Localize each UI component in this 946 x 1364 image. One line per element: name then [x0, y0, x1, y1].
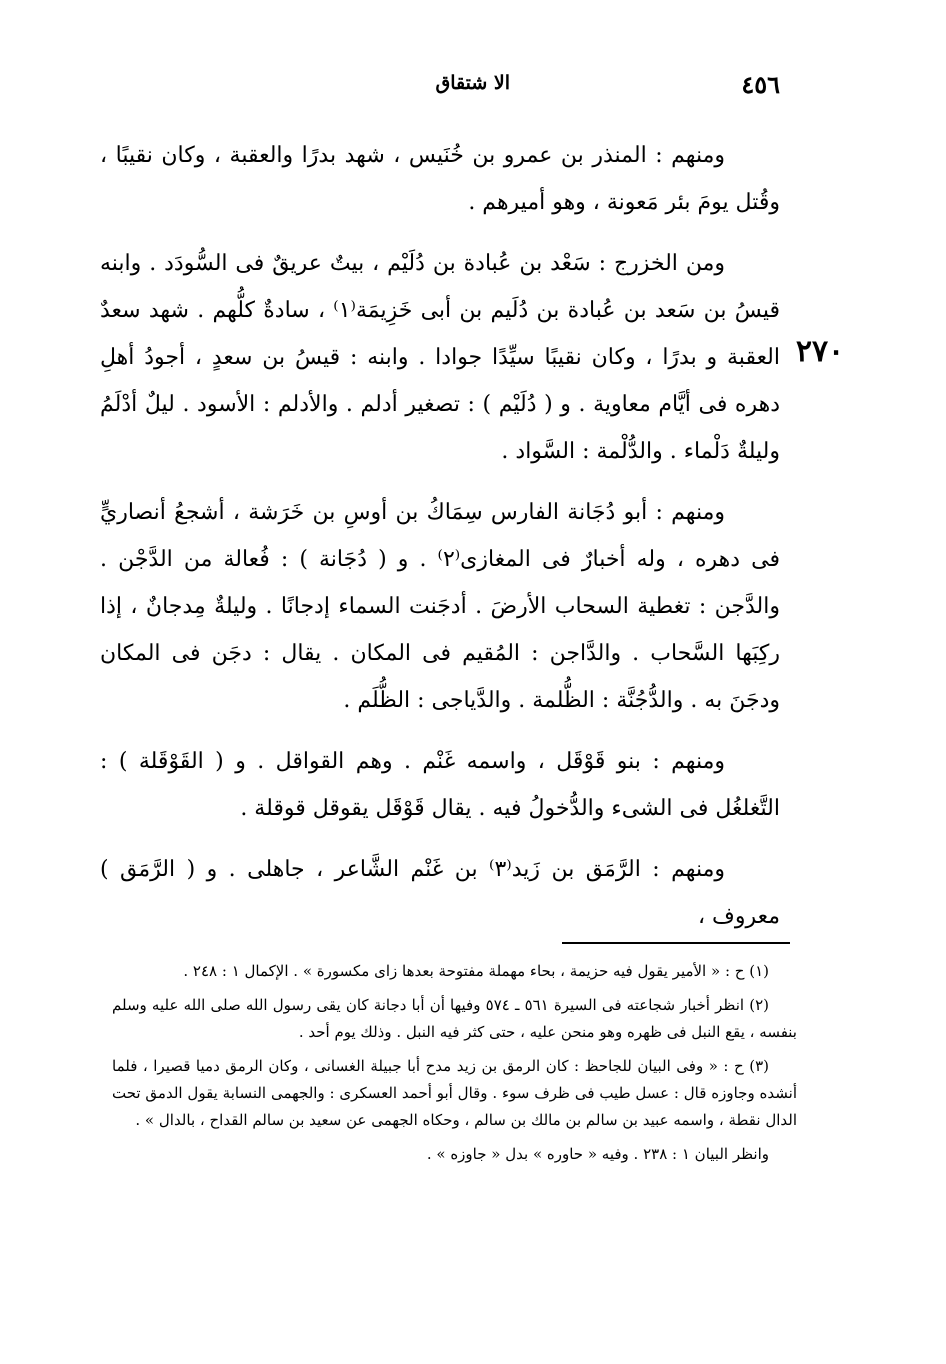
footnote-divider — [562, 942, 790, 944]
paragraph-khazraj: ومن الخزرج : سَعْد بن عُبادة بن دُلَيْم ، بيتٌ عريقٌ فى السُّودَد . وابنه قيسُ بن سَعد بن عُبادة بن دُلَيم بن أبى خَزِيمَة⁽١⁾ ، سادةٌ كلُّهم . شهد سعدٌ العقبة و بدرًا ، وكان نقيبًا سيِّدًا جوادا . وابنه : قيسُ بن سعدٍ ، أجودُ أهلِ دهره فى أيَّام معاوية . و ( دُلَيْم ) : تصغير أدلم . والأدلم : الأسود . ليلٌ أدْلَمُ وليلةٌ دَلْماء . والدُّلْمة : السَّواد . — [100, 251, 781, 464]
footnote-2: (٢) انظر أخبار شجاعته فى السيرة ٥٦١ ـ ٥٧٤ وفيها أن أبا دجانة كان يقى رسول الله صلى الله عليه وسلم بنفسه ، يقع النبل فى ظهره وهو منحن عليه ، حتى كثر فيه النبل . وذلك يوم أحد . — [112, 996, 797, 1041]
running-head — [420, 70, 780, 104]
footnote-3-continuation: وانظر البيان ١ : ٢٣٨ . وفيه « حاوره » بدل « جاوزه » . — [426, 1145, 769, 1163]
main-text — [100, 132, 780, 954]
page-number: ٤٥٦ — [741, 70, 780, 99]
paragraph-ramaq: ومنهم : الرَّمَق بن زَيد⁽٣⁾ بن غَنْم الشَّاعر ، جاهلى . و ( الرَّمَق ) معروف ، — [100, 857, 780, 929]
footnote-1: (١) ح : « الأمير يقول فيه حزيمة ، بحاء مهملة مفتوحة بعدها زاى مكسورة » . الإكمال ١ : ٢٤٨ . — [183, 962, 769, 980]
footnotes — [112, 958, 797, 1175]
paragraph-qawqal: ومنهم : بنو قَوْقَل ، واسمه غَنْم . وهم القواقل . و ( القَوْقَلة ) : التَّغلغُل فى الشىء والدُّخولُ فيه . يقال قَوْقَل يقوقل قوقلة . — [100, 749, 780, 821]
running-title: الا شتقاق — [435, 72, 510, 94]
paragraph-abu-dujana: ومنهم : أبو دُجَانة الفارس سِمَاكُ بن أوسِ بن خَرَشة ، أشجعُ أنصاريٍّ فى دهره ، وله أخبارٌ فى المغازى⁽٢⁾ . و ( دُجَانة ) : فُعالة من الدَّجْن . والدَّجن : تغطية السحاب الأرضَ . أدجَنت السماء إدجانًا . وليلةٌ مِدجانٌ ، إذا ركِبَها السَّحاب . والدَّاجن : المُقيم فى المكان . يقال : دجَن فى المكان ودجَنَ به . والدُّجُنَّة : الظُّلمة . والدَّياجى : الظُّلَم . — [100, 500, 780, 713]
margin-section-number: ٢٧٠ — [795, 334, 845, 369]
footnote-3: (٣) ح : « وفى البيان للجاحظ : كان الرمق بن زيد مدح أبا جبيلة الغسانى ، وكان الرمق دميا قصيرا ، فلما أنشده وجاوزه قال : عسل طيب فى ظرف سوء . وقال أبو أحمد العسكرى : والجهمى النسابة يقول الدمق تحت الدال نقطة ، واسمه عبيد بن سالم بن مالك بن سالم ، وحكاه الجهمى عن سعيد بن سالم القداح ، بالدال » . — [112, 1057, 797, 1129]
paragraph-munther: ومنهم : المنذر بن عمرو بن خُنَيس ، شهد بدرًا والعقبة ، وكان نقيبًا ، وقُتل يومَ بئر مَعونة ، وهو أميرهم . — [100, 143, 780, 215]
